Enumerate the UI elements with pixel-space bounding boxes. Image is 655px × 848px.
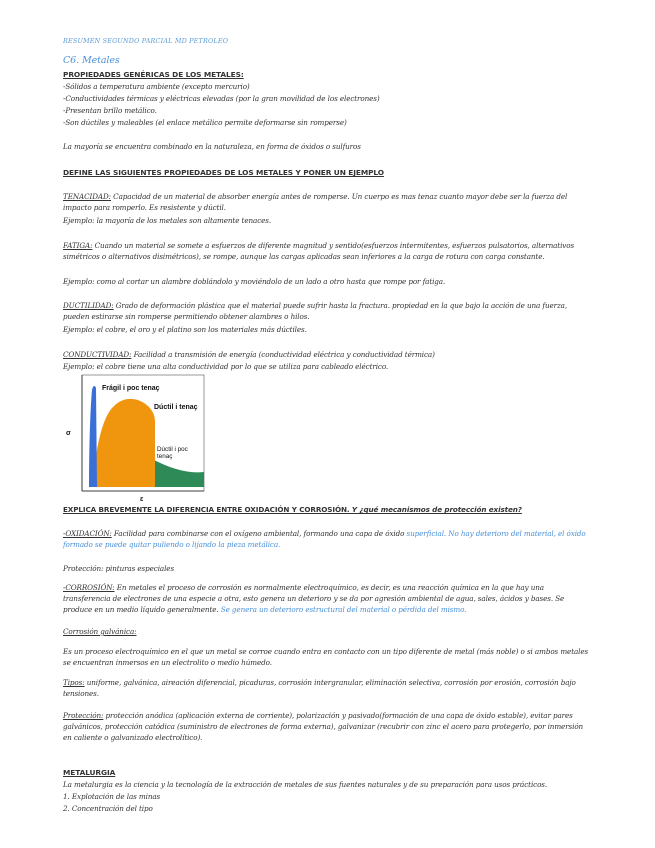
property-item: -Son dúctiles y maleables (el enlace metálico permite deformarse sin romperse) [63, 118, 347, 127]
define-title: DEFINE LAS SIGUIENTES PROPIEDADES DE LOS METALES Y PONER UN EJEMPLO [63, 168, 384, 177]
properties-title: PROPIEDADES GENÉRICAS DE LOS METALES: [63, 70, 244, 79]
conductividad-text: Facilidad a transmisión de energía (conductividad eléctrica y conductividad térmica) [131, 350, 435, 359]
tenacidad-paragraph [63, 191, 593, 213]
conductividad-example: Ejemplo: el cobre tiene una alta conductividad por lo que se utiliza para cableado eléctrico. [63, 362, 389, 371]
ductilidad-term: DUCTILIDAD: [63, 301, 114, 310]
metalurgia-title: METALURGIA [63, 768, 116, 777]
nature-note: La mayoría se encuentra combinado en la naturaleza, en forma de óxidos o sulfuros [63, 142, 361, 151]
tipos-text: uniforme, galvánica, aireación diferencial, picaduras, corrosión intergranular, eliminación selectiva, corrosión por erosión, corrosión bajo tensiones. [63, 678, 576, 698]
section-title: C6. Metales [63, 55, 120, 66]
proteccion-term: Protección: [63, 711, 104, 720]
legend-label-ductil-poc-line2: tenaç [157, 453, 173, 460]
ductilidad-example: Ejemplo: el cobre, el oro y el platino son los materiales más dúctiles. [63, 325, 307, 334]
oxidacion-blue-text: superficial. No hay deterioro del material, el óxido formado se puede quitar puliendo o lijando la pieza metálica. [63, 529, 586, 549]
oxidacion-term: -OXIDACIÓN: [63, 529, 112, 538]
tipos-paragraph [63, 677, 593, 699]
ductilidad-text: Grado de deformación plástica que el material puede sufrir hasta la fractura. propiedad en la que bajo la acción de una fuerza, pueden estirarse sin romperse permitiendo obtener alambres o hilos. [63, 301, 568, 321]
legend-label-ductil-tenac: Dúctil i tenaç [154, 404, 198, 411]
corrosion-term: -CORROSIÓN: [63, 583, 115, 592]
property-item: -Presentan brillo metálico. [63, 106, 157, 115]
fatiga-paragraph [63, 240, 593, 262]
tenacidad-text: Capacidad de un material de absorber energía antes de romperse. Un cuerpo es mas tenaz cuanto mayor debe ser la fuerza del impacto para romperlo. Es resistente y dúctil. [63, 192, 568, 212]
metalurgia-step: 1. Explotación de las minas [63, 792, 161, 801]
galvanica-text: Es un proceso electroquímico en el que un metal se corroe cuando entra en contacto con un tipo diferente de metal (más noble) o si ambos metales se encuentran inmersos en un electrolito o medio húmedo. [63, 647, 589, 667]
corrosion-blue-text: Se genera un deterioro estructural del material o pérdida del mismo. [220, 605, 467, 614]
property-item: -Conductividades térmicas y eléctricas elevadas (por la gran movilidad de los electrones) [63, 94, 380, 103]
galvanica-title: Corrosión galvánica: [63, 627, 137, 636]
corrosion-text: En metales el proceso de corrosión es normalmente electroquímico, es decir, es una reacción química en la que hay una transferencia de electrones de una especie a otra, esto genera un deterioro y se da por agresión ambiental de agua, sales, ácidos y bases. Se produce en un medio líquido generalmente. [63, 583, 565, 614]
fatiga-text: Cuando un material se somete a esfuerzos de diferente magnitud y sentido(esfuerzos intermitentes, esfuerzos pulsatorios, alternativos simétricos o alternativos disimétricos), se rompe, aunque las cargas aplicadas sean inferiores a la carga de rotura con carga constante. [63, 241, 575, 261]
oxidation-title-main: EXPLICA BREVEMENTE LA DIFERENCIA ENTRE OXIDACIÓN Y CORROSIÓN. [63, 505, 350, 514]
fatiga-example: Ejemplo: como al cortar un alambre doblándolo y moviéndolo de un lado a otro hasta que rompe por fatiga. [63, 277, 446, 286]
proteccion-pinturas: Protección: pinturas especiales [63, 564, 175, 573]
conductividad-term: CONDUCTIVIDAD: [63, 350, 132, 359]
legend-label-fragil: Frágil i poc tenaç [102, 385, 160, 392]
oxidation-title-question: Y ¿qué mecanismos de protección existen? [349, 505, 522, 514]
oxidacion-text: Facilidad para combinarse con el oxígeno ambiental, formando una capa de óxido [111, 529, 407, 538]
corrosion-paragraph [63, 582, 593, 615]
conductividad-paragraph [63, 349, 435, 360]
oxidation-title [63, 504, 522, 515]
ductilidad-paragraph [63, 300, 593, 322]
proteccion-paragraph [63, 710, 593, 743]
tipos-term: Tipos: [63, 678, 85, 687]
tenacidad-example: Ejemplo: la mayoría de los metales son altamente tenaces. [63, 216, 272, 225]
proteccion-text: protección anódica (aplicación externa de corriente), polarización y pasivado(formación de una capa de óxido estable), evitar pares galvánicos, protección catódica (suministro de electrones de forma externa), galvanizar (recubrir con zinc el acero para protegerlo, por inmersión en caliente o galvanizado electrolítico). [63, 711, 584, 742]
metalurgia-step: 2. Concentración del tipo [63, 804, 153, 813]
metalurgia-text: La metalurgia es la ciencia y la tecnología de la extracción de metales de sus fuentes naturales y de su preparación para usos prácticos. [63, 780, 548, 789]
y-axis-label: σ [66, 430, 71, 437]
legend-label-ductil-poc-line1: Dúctil i poc [157, 446, 188, 453]
tenacidad-term: TENACIDAD: [63, 192, 111, 201]
document-header: RESUMEN SEGUNDO PARCIAL MD PETROLEO [63, 37, 229, 45]
x-axis-label: ε [140, 496, 144, 502]
property-item: -Sólidos a temperatura ambiente (excepto mercurio) [63, 82, 250, 91]
stress-strain-chart [62, 372, 212, 502]
fatiga-term: FATIGA: [63, 241, 93, 250]
oxidacion-paragraph [63, 528, 593, 550]
